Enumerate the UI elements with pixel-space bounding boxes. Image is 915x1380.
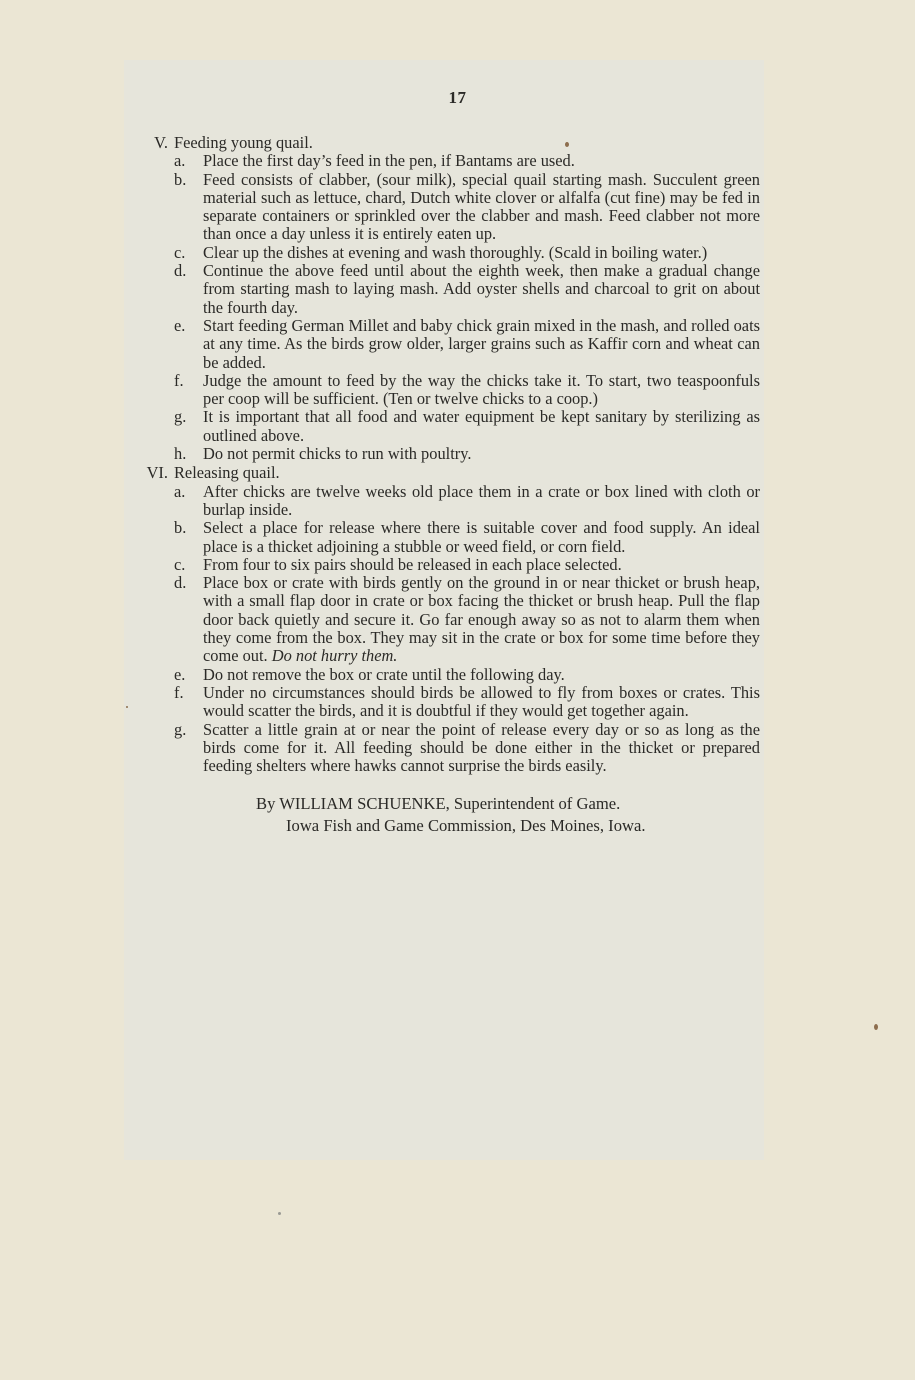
section-releasing bbox=[130, 464, 760, 775]
list-item bbox=[174, 152, 760, 170]
section-title: Releasing quail. bbox=[174, 463, 280, 483]
item-letter: g. bbox=[174, 719, 187, 739]
item-letter: e. bbox=[174, 664, 186, 684]
list-item bbox=[174, 483, 760, 520]
item-letter: b. bbox=[174, 518, 187, 538]
paper-speck bbox=[874, 1024, 878, 1030]
item-text: Select a place for release where there is suitable cover and food supply. An ideal place is a thicket adjoining a stubble or weed field, or corn field. bbox=[203, 518, 760, 556]
item-letter: h. bbox=[174, 444, 187, 464]
list-item bbox=[174, 519, 760, 556]
item-text: Judge the amount to feed by the way the chicks take it. To start, two teaspoonfuls per coop will be sufficient. (Ten or twelve chicks to a coop.) bbox=[203, 370, 760, 409]
item-letter: c. bbox=[174, 554, 186, 574]
list-item bbox=[174, 684, 760, 721]
signature-author: By WILLIAM SCHUENKE, Superintendent of Game. bbox=[256, 794, 621, 814]
item-letter: a. bbox=[174, 151, 186, 171]
section-numeral: V. bbox=[154, 133, 168, 152]
item-letter: f. bbox=[174, 682, 184, 702]
list-item bbox=[174, 372, 760, 409]
item-text: Feed consists of clabber, (sour milk), special quail starting mash. Succulent green material such as lettuce, chard, Dutch white clover or alfalfa (cut fine) may be fed in separate containers or sprinkled over the clabber and mash. Feed clabber not more than once a day unless it is entirely eaten up. bbox=[203, 169, 760, 244]
item-letter: g. bbox=[174, 407, 187, 427]
item-text: Clear up the dishes at evening and wash thoroughly. (Scald in boiling water.) bbox=[203, 242, 708, 262]
item-text: Under no circumstances should birds be allowed to fly from boxes or crates. This would scatter the birds, and it is doubtful if they would get together again. bbox=[203, 682, 760, 721]
paper-speck bbox=[278, 1212, 281, 1215]
item-text-plain: Place box or crate with birds gently on the ground in or near thicket or brush heap, with a small flap door in crate or box facing the thicket or brush heap. Pull the flap door back quietly and secure it. Go far enough away so as not to alarm them when they come from the box. They may sit in the crate or box for some time before they come out. bbox=[203, 573, 760, 666]
item-letter: d. bbox=[174, 261, 187, 281]
list-item bbox=[174, 556, 760, 574]
item-text: Place the first day’s feed in the pen, if Bantams are used. bbox=[203, 151, 575, 171]
list-item bbox=[174, 171, 760, 244]
section-numeral: VI. bbox=[146, 463, 168, 483]
list-item bbox=[174, 408, 760, 445]
list-item bbox=[174, 244, 760, 262]
item-letter: e. bbox=[174, 315, 186, 335]
item-letter: c. bbox=[174, 242, 186, 262]
item-letter: d. bbox=[174, 573, 187, 593]
section-feeding bbox=[130, 134, 760, 463]
instructions-body bbox=[130, 134, 760, 837]
section-heading bbox=[130, 134, 760, 152]
list-item bbox=[174, 317, 760, 372]
page-number: 17 bbox=[448, 88, 467, 107]
item-text: From four to six pairs should be released in each place selected. bbox=[203, 554, 622, 574]
item-text: After chicks are twelve weeks old place them in a crate or box lined with cloth or burlap inside. bbox=[203, 481, 760, 519]
item-letter: f. bbox=[174, 370, 184, 390]
section-heading bbox=[130, 464, 760, 482]
signature-block bbox=[256, 793, 760, 837]
list-item bbox=[174, 445, 760, 463]
item-text: It is important that all food and water equipment be kept sanitary by sterilizing as outlined above. bbox=[203, 407, 760, 445]
item-text: Do not remove the box or crate until the following day. bbox=[203, 664, 565, 684]
list-item bbox=[174, 666, 760, 684]
item-emphasis: Do not hurry them. bbox=[271, 646, 398, 666]
list-item bbox=[174, 574, 760, 665]
item-text: Continue the above feed until about the eighth week, then make a gradual change from starting mash to laying mash. Add oyster shells and charcoal to grit on about the fourth day. bbox=[203, 261, 760, 317]
item-text: Start feeding German Millet and baby chick grain mixed in the mash, and rolled oats at any time. As the birds grow older, larger grains such as Kaffir corn and wheat can be added. bbox=[203, 315, 760, 372]
item-text: Scatter a little grain at or near the point of release every day or so as long as the birds come for it. All feeding should be done either in the thicket or prepared feeding shelters where hawks cannot surprise the birds easily. bbox=[203, 719, 760, 776]
item-text bbox=[203, 574, 760, 665]
item-text: Do not permit chicks to run with poultry. bbox=[203, 444, 472, 464]
list-item bbox=[174, 721, 760, 776]
paper-speck bbox=[126, 706, 128, 708]
signature-organization: Iowa Fish and Game Commission, Des Moines, Iowa. bbox=[286, 816, 646, 836]
list-item bbox=[174, 262, 760, 317]
section-title: Feeding young quail. bbox=[174, 133, 313, 152]
item-letter: a. bbox=[174, 481, 186, 501]
item-letter: b. bbox=[174, 169, 187, 189]
